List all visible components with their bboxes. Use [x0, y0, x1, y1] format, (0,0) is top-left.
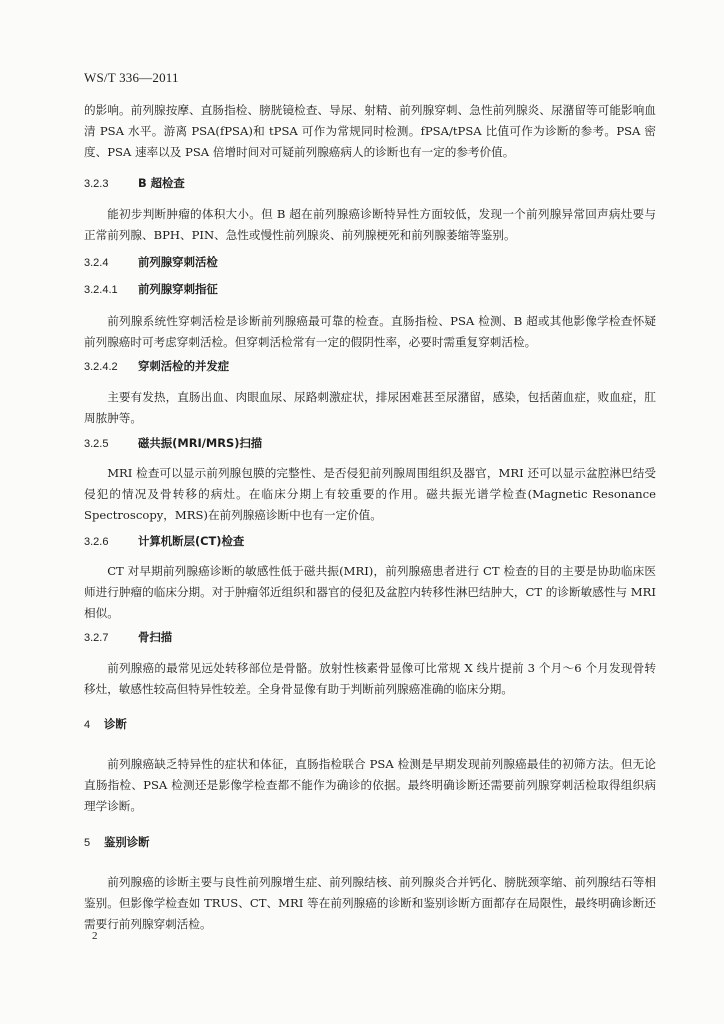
paragraph-text: MRI 检查可以显示前列腺包膜的完整性、是否侵犯前列腺周围组织及器官，MRI 还可以显示盆腔淋巴结受侵犯的情况及骨转移的病灶。在临床分期上有较重要的作用。磁共振光谱学检查(Magnetic Resonance Spectroscopy，MRS)在前列腺癌诊断中也有一定价值。 [84, 466, 656, 522]
section-heading-3-2-7 [84, 627, 656, 648]
paragraph-psa-influence [84, 100, 656, 163]
paragraph-biopsy-complications [84, 387, 656, 429]
paragraph-text: 前列腺系统性穿刺活检是诊断前列腺癌最可靠的检查。直肠指检、PSA 检测、B 超或其他影像学检查怀疑前列腺癌时可考虑穿刺活检。但穿刺活检常有一定的假阴性率，必要时需重复穿刺活检。 [84, 314, 656, 349]
section-heading-3-2-5 [84, 433, 656, 454]
section-heading-3-2-4-2 [84, 356, 656, 377]
section-heading-3-2-6 [84, 531, 656, 552]
section-number: 4 [84, 719, 91, 731]
paragraph-diagnosis [84, 754, 656, 817]
section-number: 3.2.4.1 [84, 284, 118, 296]
section-title: 穿刺活检的并发症 [138, 359, 230, 373]
section-title: 前列腺穿刺活检 [138, 255, 218, 269]
section-heading-3-2-4-1 [84, 279, 656, 300]
section-number: 5 [84, 837, 91, 849]
section-heading-5 [84, 832, 656, 853]
section-number: 3.2.5 [84, 438, 109, 450]
section-heading-4 [84, 714, 656, 735]
paragraph-text: CT 对早期前列腺癌诊断的敏感性低于磁共振(MRI)，前列腺癌患者进行 CT 检查的目的主要是协助临床医师进行肿瘤的临床分期。对于肿瘤邻近组织和器官的侵犯及盆腔内转移性淋巴结肿大，CT 的诊断敏感性与 MRI 相似。 [84, 564, 656, 620]
paragraph-text: 能初步判断肿瘤的体积大小。但 B 超在前列腺癌诊断特异性方面较低，发现一个前列腺异常回声病灶要与正常前列腺、BPH、PIN、急性或慢性前列腺炎、前列腺梗死和前列腺萎缩等鉴别。 [84, 207, 656, 242]
paragraph-ct [84, 561, 656, 624]
section-title: 鉴别诊断 [104, 835, 150, 849]
section-heading-3-2-3 [84, 173, 656, 194]
section-number: 3.2.3 [84, 178, 109, 190]
section-number: 3.2.6 [84, 536, 109, 548]
paragraph-biopsy-indication [84, 311, 656, 353]
paragraph-text: 主要有发热，直肠出血、肉眼血尿、尿路刺激症状，排尿困难甚至尿潴留，感染，包括菌血症，败血症，肛周脓肿等。 [84, 390, 656, 425]
paragraph-text: 的影响。前列腺按摩、直肠指检、膀胱镜检查、导尿、射精、前列腺穿刺、急性前列腺炎、尿潴留等可能影响血清 PSA 水平。游离 PSA(fPSA)和 tPSA 可作为常规同时检测。fPSA/tPSA 比值可作为诊断的参考。PSA 密度、PSA 速率以及 PSA 倍增时间对可疑前列腺癌病人的诊断也有一定的参考价值。 [84, 103, 656, 159]
paragraph-bone-scan [84, 658, 656, 700]
section-title: 诊断 [104, 717, 127, 731]
paragraph-text: 前列腺癌的诊断主要与良性前列腺增生症、前列腺结核、前列腺炎合并钙化、膀胱颈挛缩、前列腺结石等相鉴别。但影像学检查如 TRUS、CT、MRI 等在前列腺癌的诊断和鉴别诊断方面都存在局限性，最终明确诊断还需要行前列腺穿刺活检。 [84, 875, 656, 931]
paragraph-text: 前列腺癌缺乏特异性的症状和体征，直肠指检联合 PSA 检测是早期发现前列腺癌最佳的初筛方法。但无论直肠指检、PSA 检测还是影像学检查都不能作为确诊的依据。最终明确诊断还需要前列腺穿刺活检取得组织病理学诊断。 [84, 757, 656, 813]
section-number: 3.2.7 [84, 632, 109, 644]
section-number: 3.2.4 [84, 257, 109, 269]
paragraph-differential-diagnosis [84, 872, 656, 935]
section-heading-3-2-4 [84, 252, 656, 273]
section-title: 骨扫描 [138, 630, 173, 644]
section-title: 前列腺穿刺指征 [138, 282, 218, 296]
section-title: 磁共振(MRI/MRS)扫描 [138, 436, 263, 450]
section-title: 计算机断层(CT)检查 [138, 534, 245, 548]
paragraph-ultrasound [84, 204, 656, 246]
section-number: 3.2.4.2 [84, 361, 118, 373]
paragraph-mri [84, 463, 656, 526]
page-number: 2 [92, 930, 98, 942]
section-title: B 超检查 [138, 176, 185, 190]
paragraph-text: 前列腺癌的最常见远处转移部位是骨骼。放射性核素骨显像可比常规 X 线片提前 3 个月～6 个月发现骨转移灶，敏感性较高但特异性较差。全身骨显像有助于判断前列腺癌准确的临床分期。 [84, 661, 656, 696]
document-code-header: WS/T 336—2011 [84, 70, 179, 85]
